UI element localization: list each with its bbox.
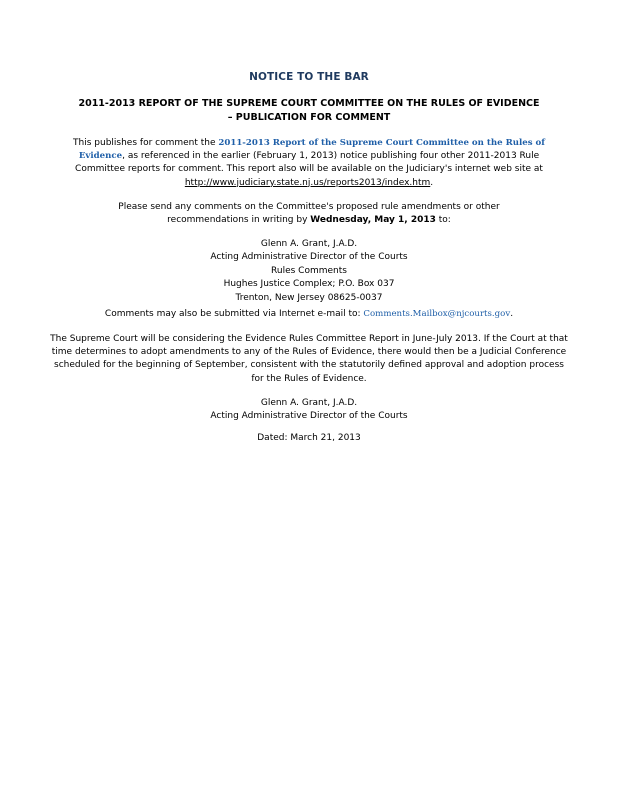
intro-prefix: This publishes for comment the	[73, 138, 219, 148]
mailing-address	[0, 238, 618, 305]
intro-suffix: .	[430, 177, 434, 188]
signature-title: Acting Administrative Director of the Courts	[210, 411, 408, 422]
signature-name: Glenn A. Grant, J.A.D.	[260, 398, 358, 408]
email-prefix: Comments may also be submitted via Internet e-mail to:	[104, 309, 364, 319]
comments-prefix: Please send any comments on the Committee's proposed rule amendments or other recommendations in writing by	[118, 202, 500, 226]
address-title: Acting Administrative Director of the Courts	[210, 252, 408, 263]
signature-block	[0, 397, 618, 424]
comments-suffix: to:	[435, 215, 451, 226]
comments-paragraph	[84, 201, 534, 227]
dated-text: Dated: March 21, 2013	[257, 433, 361, 443]
address-line-3: Trenton, New Jersey 08625-0037	[235, 292, 383, 303]
schedule-paragraph: The Supreme Court will be considering the Evidence Rules Committee Report in June-July 2013. If the Court at that time determines to adopt amendments to any of the Rules of Evidence, there would then be a Judicial Conference scheduled for the beginning of September, consistent with the statutorily defined approval and adoption process for the Rules of Evidence.	[50, 334, 568, 384]
subtitle-line-1: 2011-2013 REPORT OF THE SUPREME COURT COMMITTEE ON THE RULES OF EVIDENCE	[78, 98, 540, 109]
email-suffix: .	[510, 309, 514, 319]
dated-line	[0, 432, 618, 445]
subtitle-line-2: – PUBLICATION FOR COMMENT	[227, 112, 391, 123]
notice-title: NOTICE TO THE BAR	[249, 71, 369, 83]
web-site-link[interactable]: http://www.judiciary.state.nj.us/reports2013/index.htm	[184, 177, 431, 188]
address-line-1: Rules Comments	[271, 265, 347, 276]
notice-subtitle	[60, 97, 558, 125]
email-paragraph	[54, 308, 564, 321]
intro-middle: , as referenced in the earlier (February 1, 2013) notice publishing four other 2011-2013 Rule Committee reports for comment. This report also will be available on the Judiciary's internet web site at	[75, 151, 543, 175]
intro-paragraph	[54, 137, 564, 190]
report-link[interactable]: 2011-2013 Report of the Supreme Court Committee on the Rules of Evidence	[78, 138, 545, 162]
address-name: Glenn A. Grant, J.A.D.	[260, 239, 358, 249]
address-line-2: Hughes Justice Complex; P.O. Box 037	[223, 279, 395, 290]
comments-deadline: Wednesday, May 1, 2013	[310, 215, 436, 226]
email-link[interactable]: Comments.Mailbox@njcourts.gov	[363, 309, 511, 319]
